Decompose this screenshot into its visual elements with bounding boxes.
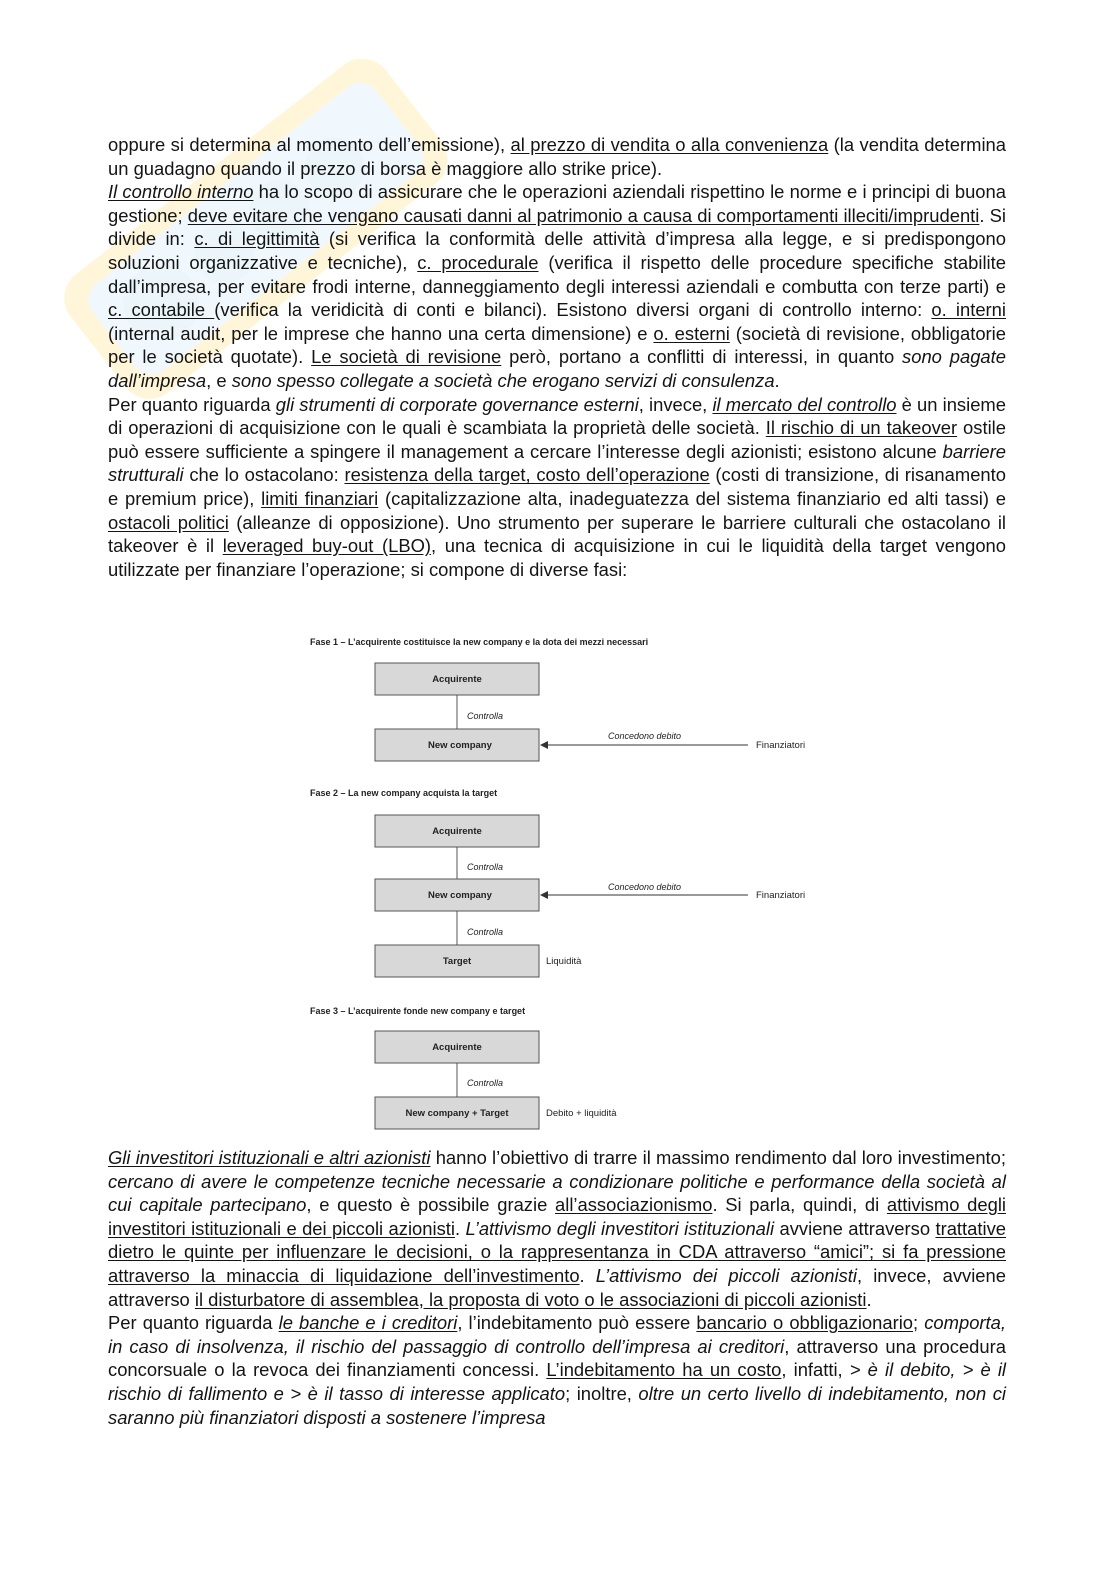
phase2-newco-label: New company: [428, 890, 492, 901]
text-run: .: [454, 1217, 466, 1239]
text-run: (verifica la veridicità di conti e bilanci). Esistono diversi organi di controllo interno:: [214, 299, 932, 321]
underlined-text: all’associazionismo: [555, 1194, 713, 1216]
italic-text: barriere strutturali: [108, 440, 1006, 486]
text-run: , e: [206, 369, 232, 391]
italic-text: sono spesso collegate a società che erogano servizi di consulenza: [231, 369, 775, 391]
phase1-lenders-label: Finanziatori: [756, 740, 806, 751]
phase2-lenders-label: Finanziatori: [756, 890, 806, 901]
text-run: ; inoltre,: [565, 1382, 639, 1404]
underlined-text: c. di legittimità: [194, 228, 320, 250]
phase1-acquirente-label: Acquirente: [432, 674, 482, 685]
text-run: che lo ostacolano:: [183, 464, 345, 486]
text-run: (internal audit, per le imprese che hanno una certa dimensione) e: [108, 322, 654, 344]
underlined-text: c. contabile: [108, 299, 215, 321]
underlined-text: c. procedurale: [417, 251, 539, 273]
italic-text: L’attivismo degli investitori istituzionali: [465, 1217, 775, 1239]
text-run: , e questo è possibile grazie: [306, 1194, 556, 1216]
paragraph-banche-creditori: [108, 1311, 1006, 1429]
text-run: . Si divide in:: [108, 204, 1006, 250]
phase2-arrow-label: Concedono debito: [608, 882, 682, 892]
section-term: il mercato del controllo: [712, 393, 897, 415]
underlined-text: o. esterni: [653, 322, 730, 344]
underlined-text: deve evitare che vengano causati danni al patrimonio a causa di comportamenti illeciti/imprudenti: [187, 204, 980, 226]
underlined-text: il disturbatore di assemblea, la proposta di voto o le associazioni di piccoli azionisti: [194, 1288, 867, 1310]
text-run: hanno l’obiettivo di trarre il massimo rendimento dal loro investimento;: [430, 1147, 1007, 1168]
text-run: (si verifica la conformità delle attività d’impresa alla legge, e si predispongono soluzioni organizzative e tecniche),: [108, 228, 1006, 273]
section-term: Il controllo interno: [108, 181, 254, 203]
phase3-debt-liquidity-label: Debito + liquidità: [546, 1108, 617, 1119]
phase2-link2-label: Controlla: [467, 927, 504, 937]
underlined-text: bancario o obbligazionario: [696, 1312, 914, 1334]
italic-text: L’attivismo dei piccoli azionisti: [595, 1264, 858, 1286]
phase1-link-label: Controlla: [467, 711, 504, 721]
underlined-text: o. interni: [931, 299, 1006, 321]
underlined-text: leveraged buy-out (LBO): [222, 535, 432, 557]
text-run: (società di revisione, obbligatorie per le società quotate).: [108, 322, 1006, 368]
body-text-bottom: [108, 1146, 1006, 1429]
text-run: , attraverso una procedura concorsuale o la revoca dei finanziamenti concessi.: [108, 1335, 1006, 1381]
italic-text: comporta, in caso di insolvenza, il rischio del passaggio di controllo dell’impresa ai creditori: [108, 1312, 1007, 1357]
text-run: , invece, avviene attraverso: [108, 1264, 1006, 1310]
paragraph-mercato-controllo: [108, 393, 1006, 582]
phase3-acquirente-label: Acquirente: [432, 1042, 482, 1053]
text-run: (la vendita determina un guadagno quando il prezzo di borsa è maggiore allo strike price).: [108, 134, 1006, 179]
text-run: però, portano a conflitti di interessi, in quanto: [501, 346, 903, 368]
lbo-phases-diagram: [308, 633, 828, 1133]
underlined-text: trattative dietro le quinte per influenzare le decisioni, o la rappresentanza in CDA attraverso “amici”; si fa pressione attraverso la minaccia di liquidazione dell’investimento: [108, 1217, 1006, 1286]
underlined-text: Le società di revisione: [311, 346, 502, 368]
text-run: Per quanto riguarda: [108, 393, 276, 415]
paragraph-opzioni-prezzo: [108, 133, 1006, 180]
text-run: .: [866, 1288, 872, 1310]
text-run: .: [579, 1264, 596, 1286]
text-run: (alleanze di opposizione). Uno strumento per superare le barriere culturali che ostacolano il takeover è il: [108, 511, 1006, 557]
text-run: (capitalizzazione alta, inadeguatezza del sistema finanziario ed alti tassi) e: [378, 487, 1006, 509]
text-run: ;: [913, 1312, 925, 1334]
italic-text: gli strumenti di corporate governance esterni: [275, 393, 639, 415]
text-run: , infatti,: [781, 1359, 850, 1381]
phase1-newco-label: New company: [428, 740, 492, 751]
text-run: ha lo scopo di assicurare che le operazioni aziendali rispettino le norme e i principi di buona gestione;: [108, 181, 1006, 226]
underlined-text: al prezzo di vendita o alla convenienza: [510, 134, 829, 155]
phase2-link1-label: Controlla: [467, 862, 504, 872]
phase2-target-label: Target: [442, 956, 472, 967]
italic-text: oltre un certo livello di indebitamento, non ci saranno più finanziatori disposti a sostenere l’impresa: [108, 1382, 1006, 1428]
phase2-liquidity-label: Liquidità: [546, 956, 582, 967]
text-run: (costi di transizione, di risanamento e premium price),: [108, 464, 1007, 509]
phase3-title: Fase 3 – L’acquirente fonde new company e target: [310, 1006, 526, 1016]
text-run: , invece,: [638, 393, 713, 415]
phase2-acquirente-label: Acquirente: [432, 826, 482, 837]
body-text-top: [108, 133, 1006, 581]
phase3-merged-label: New company + Target: [405, 1108, 509, 1119]
text-run: .: [774, 369, 780, 391]
italic-text: cercano di avere le competenze tecniche necessarie a condizionare politiche e performance della società al cui capitale partecipano: [108, 1170, 1006, 1216]
paragraph-controllo-interno: [108, 180, 1006, 392]
text-run: è un insieme di operazioni di acquisizione con le quali è scambiata la proprietà delle società.: [108, 393, 1006, 439]
text-run: Per quanto riguarda: [108, 1312, 279, 1334]
underlined-text: L’indebitamento ha un costo: [546, 1359, 782, 1381]
underlined-text: limiti finanziari: [261, 487, 379, 509]
section-term: Gli investitori istituzionali e altri azionisti: [108, 1147, 431, 1168]
italic-text: sono pagate dall’impresa: [108, 346, 1006, 391]
phase3-link-label: Controlla: [467, 1078, 504, 1088]
paragraph-investitori-istituzionali: [108, 1146, 1006, 1311]
underlined-text: ostacoli politici: [108, 511, 229, 533]
text-run: , una tecnica di acquisizione in cui le liquidità della target vengono utilizzate per finanziare l’operazione; si compone di diverse fasi:: [108, 535, 1007, 580]
phase2-title: Fase 2 – La new company acquista la target: [310, 788, 498, 798]
phase1-arrow-label: Concedono debito: [608, 731, 682, 741]
underlined-text: resistenza della target, costo dell’operazione: [344, 464, 710, 486]
text-run: . Si parla, quindi, di: [712, 1194, 887, 1216]
phase1-title: Fase 1 – L’acquirente costituisce la new company e la dota dei mezzi necessari: [310, 637, 649, 647]
text-run: avviene attraverso: [774, 1217, 936, 1239]
text-run: (verifica il rispetto delle procedure specifiche stabilite dall’impresa, per evitare frodi interne, danneggiamento degli interessi aziendali e combutta con terze parti) e: [108, 251, 1006, 297]
section-term: le banche e i creditori: [278, 1312, 458, 1334]
italic-text: > è il debito, > è il rischio di fallimento e > è il tasso di interesse applicato: [108, 1359, 1007, 1404]
underlined-text: Il rischio di un takeover: [765, 417, 958, 439]
text-run: oppure si determina al momento dell’emissione),: [108, 134, 511, 155]
text-run: ostile può essere sufficiente a spingere il management a cercare l’interesse degli azionisti; esistono alcune: [108, 417, 1006, 462]
underlined-text: attivismo degli investitori istituzionali e dei piccoli azionisti: [108, 1194, 1006, 1239]
text-run: , l’indebitamento può essere: [457, 1312, 697, 1334]
